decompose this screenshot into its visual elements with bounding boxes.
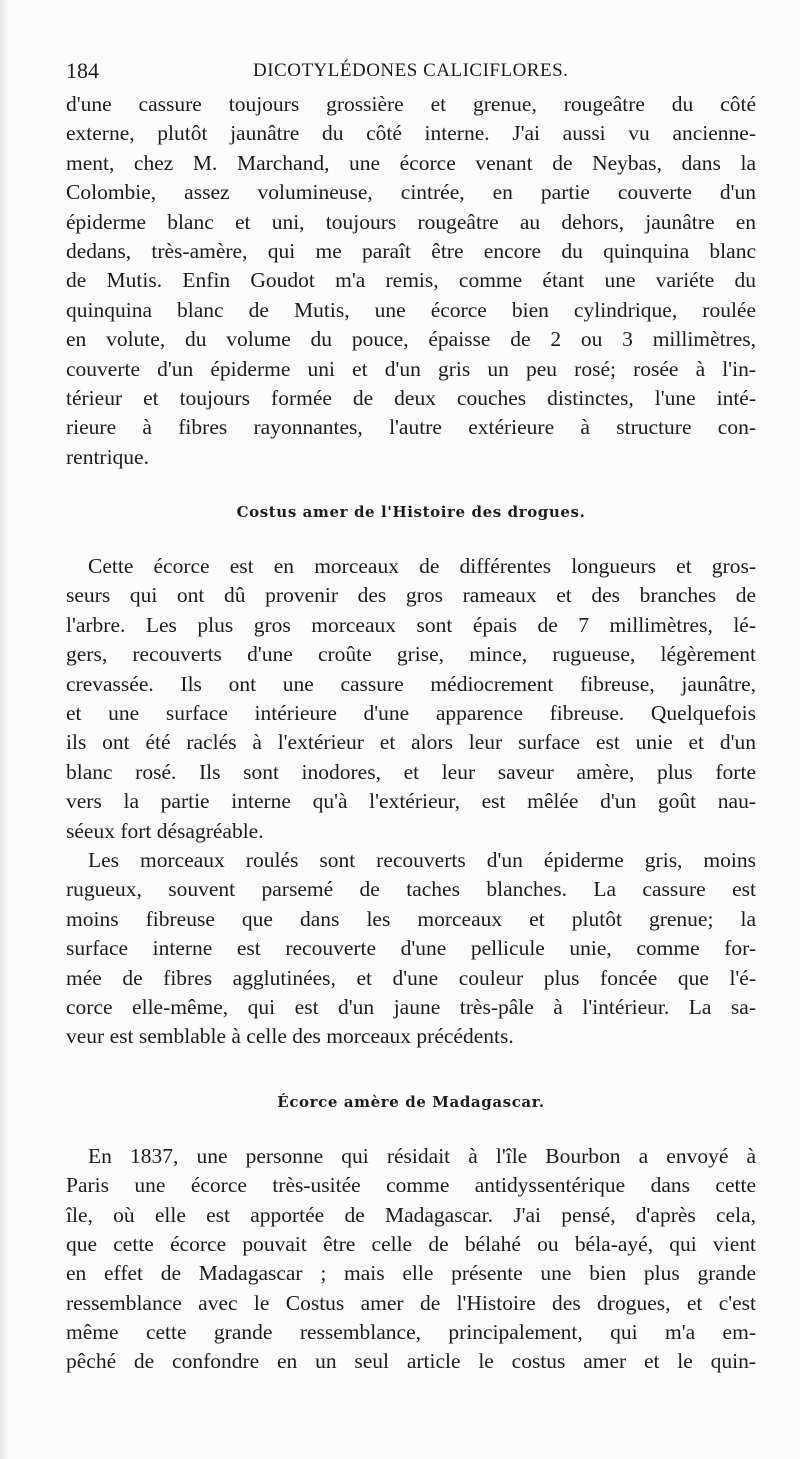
text-line: de Mutis. Enfin Goudot m'a remis, comme étant une variéte du <box>66 268 756 293</box>
page-body <box>66 90 756 1377</box>
text-line: externe, plutôt jaunâtre du côté interne. J'ai aussi vu ancienne- <box>66 121 756 146</box>
running-head: DICOTYLÉDONES CALICIFLORES. <box>253 60 569 81</box>
text-line: Paris une écorce très-usitée comme antidyssentérique dans cette <box>66 1173 756 1198</box>
section-heading-costus-amer: Costus amer de l'Histoire des drogues. <box>236 503 586 522</box>
page-header <box>66 56 756 86</box>
section-heading-madagascar-bark: Écorce amère de Madagascar. <box>277 1092 545 1111</box>
paragraph-costus-description <box>66 552 756 846</box>
text-line: térieur et toujours formée de deux couches distinctes, l'une inté- <box>66 385 756 410</box>
page-number: 184 <box>66 58 99 83</box>
text-line: surface interne est recouverte d'une pellicule unie, comme for- <box>66 936 756 961</box>
text-line: rieure à fibres rayonnantes, l'autre extérieure à structure con- <box>66 415 756 440</box>
text-line: corce elle-même, qui est d'un jaune très-pâle à l'intérieur. La sa- <box>66 994 756 1019</box>
text-line: en volute, du volume du pouce, épaisse de 2 ou 3 millimètres, <box>66 327 756 352</box>
page-edge-shadow <box>0 0 8 1459</box>
text-line: moins fibreuse que dans les morceaux et plutôt grenue; la <box>66 906 756 931</box>
text-line: rentrique. <box>66 444 149 469</box>
text-line: gers, recouverts d'une croûte grise, mince, rugueuse, légèrement <box>66 642 756 667</box>
text-line: même cette grande ressemblance, principalement, qui m'a em- <box>66 1320 756 1345</box>
text-line: pêché de confondre en un seul article le costus amer et le quin- <box>66 1349 756 1374</box>
text-line: veur est semblable à celle des morceaux précédents. <box>66 1024 514 1049</box>
text-line: ressemblance avec le Costus amer de l'Histoire des drogues, et c'est <box>66 1290 756 1315</box>
text-line: d'une cassure toujours grossière et grenue, rougeâtre du côté <box>66 92 756 116</box>
text-line: blanc rosé. Ils sont inodores, et leur saveur amère, plus forte <box>66 759 756 784</box>
text-line: En 1837, une personne qui résidait à l'île Bourbon a envoyé à <box>88 1143 756 1168</box>
text-line: mée de fibres agglutinées, et d'une couleur plus foncée que l'é- <box>66 965 756 990</box>
text-line: ils ont été raclés à l'extérieur et alors leur surface est unie et d'un <box>66 730 756 755</box>
text-line: rugueux, souvent parsemé de taches blanches. La cassure est <box>66 877 756 902</box>
text-line: île, où elle est apportée de Madagascar. J'ai pensé, d'après cela, <box>66 1202 756 1227</box>
text-line: couverte d'un épiderme uni et d'un gris un peu rosé; rosée à l'in- <box>66 356 756 381</box>
text-line: vers la partie interne qu'à l'extérieur, est mêlée d'un goût nau- <box>66 789 756 814</box>
text-line: ment, chez M. Marchand, une écorce venant de Neybas, dans la <box>66 150 756 175</box>
text-line: épiderme blanc et uni, toujours rougeâtre au dehors, jaunâtre en <box>66 209 756 234</box>
text-line: l'arbre. Les plus gros morceaux sont épais de 7 millimètres, lé- <box>66 612 756 637</box>
paragraph-rolled-pieces <box>66 846 756 1052</box>
paragraph-continued <box>66 90 756 472</box>
text-line: en effet de Madagascar ; mais elle présente une bien plus grande <box>66 1261 756 1286</box>
text-line: Colombie, assez volumineuse, cintrée, en partie couverte d'un <box>66 180 756 205</box>
text-line: quinquina blanc de Mutis, une écorce bien cylindrique, roulée <box>66 297 756 322</box>
text-line: séeux fort désagréable. <box>66 818 264 843</box>
text-line: seurs qui ont dû provenir des gros rameaux et des branches de <box>66 583 756 608</box>
paragraph-madagascar <box>66 1142 756 1377</box>
text-line: Les morceaux roulés sont recouverts d'un épiderme gris, moins <box>88 847 756 872</box>
text-line: crevassée. Ils ont une cassure médiocrement fibreuse, jaunâtre, <box>66 671 756 696</box>
text-line: Cette écorce est en morceaux de différentes longueurs et gros- <box>88 554 756 579</box>
text-line: et une surface intérieure d'une apparence fibreuse. Quelquefois <box>66 701 756 726</box>
text-line: que cette écorce pouvait être celle de bélahé ou béla-ayé, qui vient <box>66 1231 756 1256</box>
text-line: dedans, très-amère, qui me paraît être encore du quinquina blanc <box>66 238 756 263</box>
